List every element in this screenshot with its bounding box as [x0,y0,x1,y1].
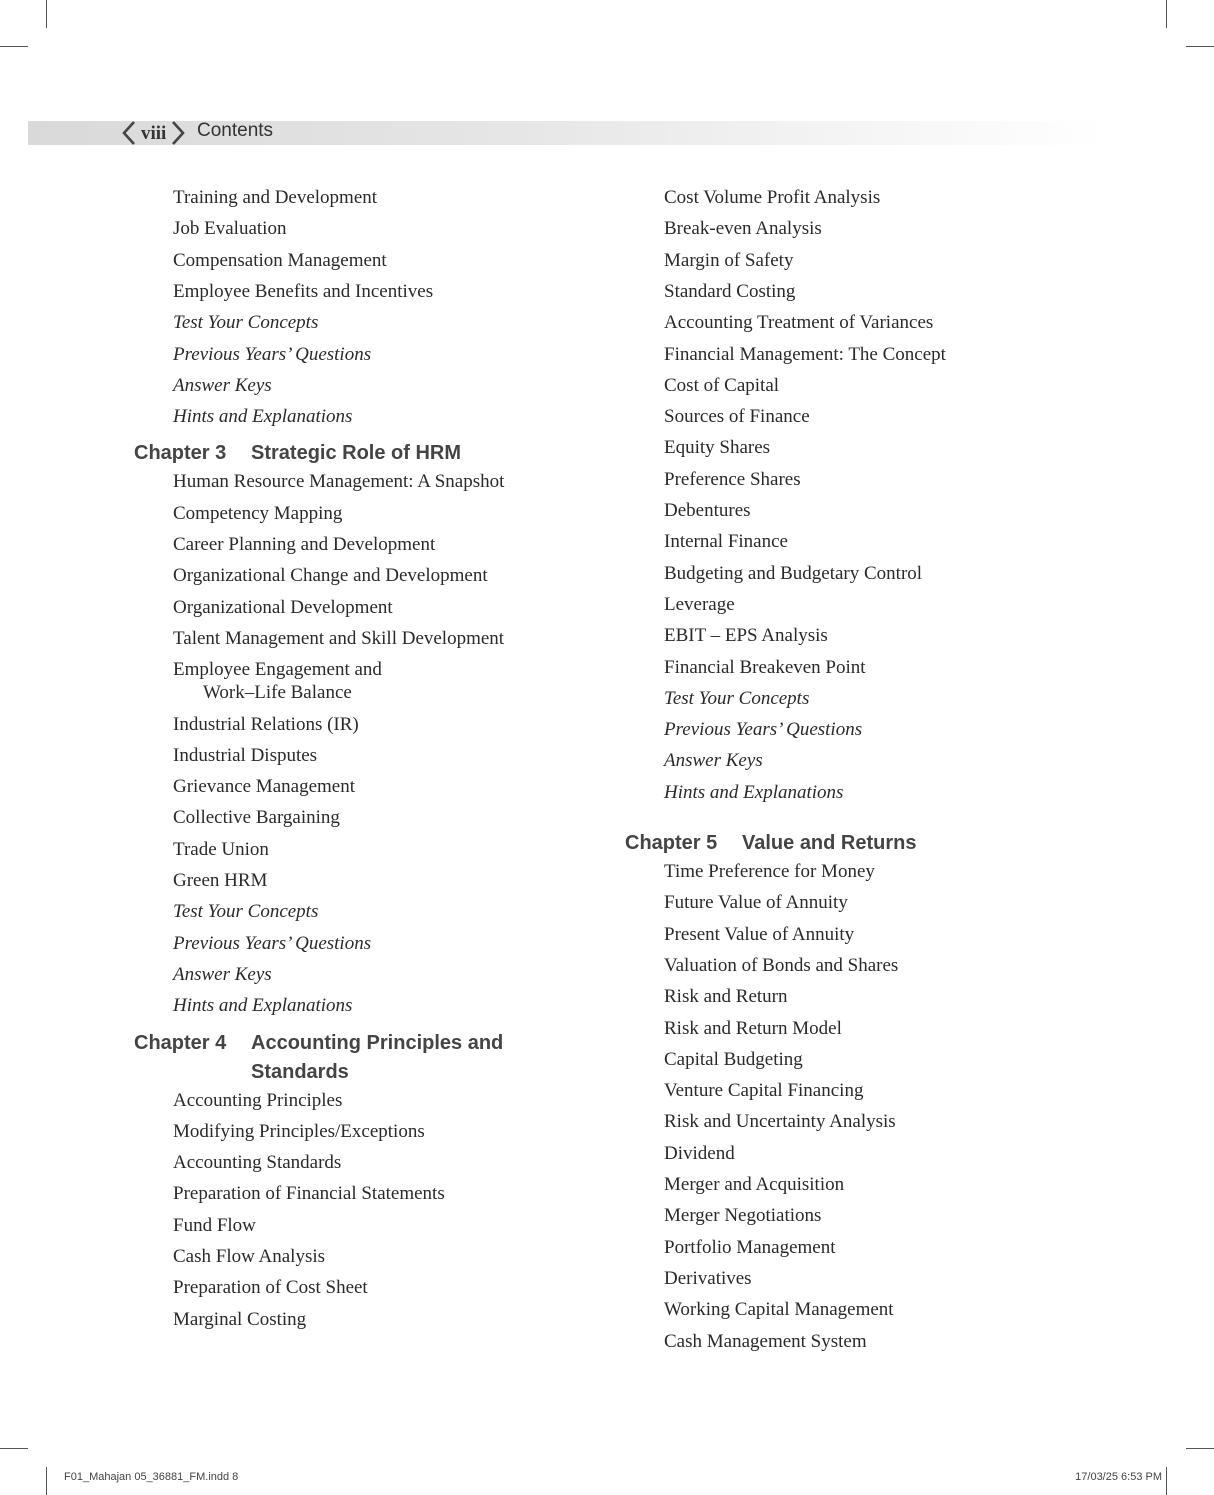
toc-entry-title: Valuation of Bonds and Shares [664,954,899,976]
toc-entry-title: Sources of Finance [664,406,810,428]
toc-section-entry-title: Previous Years’ Questions [664,719,863,741]
toc-entry-title: Collective Bargaining [173,807,340,829]
toc-entry-title: Job Evaluation [173,218,287,240]
toc-entry-title: Cash Management System [664,1330,867,1352]
toc-entry-title: Dividend [664,1142,735,1164]
toc-entry-title: Budgeting and Budgetary Control [664,562,923,584]
toc-entry-title: Cost of Capital [664,374,780,396]
toc-entry-title: Standard Costing [664,280,796,302]
chapter-title: Value and Returns [742,832,917,854]
toc-entry-title: Time Preference for Money [664,861,875,882]
toc-entry-title: Financial Breakeven Point [664,656,866,678]
toc-entry-title: Organizational Change and Development [173,565,488,587]
toc-entry-title: Debentures [664,500,751,521]
header-band [28,121,1108,145]
chapter-number: Chapter 4 [134,1031,227,1054]
toc-entry-title: Working Capital Management [664,1299,894,1321]
crop-mark [46,0,47,28]
toc-entry-title: Training and Development [173,187,378,208]
toc-entry-title: Competency Mapping [173,502,343,524]
toc-section-entry-title: Test Your Concepts [664,687,810,709]
toc-entry-title: Industrial Relations (IR) [173,713,359,735]
crop-mark [46,1467,47,1495]
crop-mark [1166,1467,1167,1495]
toc-entry-title: Capital Budgeting [664,1048,803,1070]
toc-entry-title: Accounting Standards [173,1152,342,1174]
crop-mark [0,1448,28,1449]
toc-entry-title: Career Planning and Development [173,534,436,555]
toc-entry-title: Modifying Principles/Exceptions [173,1120,425,1142]
toc-entry-title: Green HRM [173,870,268,891]
toc-entry-title: Cash Flow Analysis [173,1246,326,1267]
toc-entry-title: Industrial Disputes [173,744,318,766]
toc-section-entry-title: Hints and Explanations [173,406,353,428]
toc-entry-title: Risk and Return [664,986,788,1008]
header-title: Contents [197,120,274,141]
chapter-title-line2: Standards [251,1060,349,1083]
toc-entry-title: Risk and Return Model [664,1017,842,1039]
toc-section-entry-title: Test Your Concepts [173,312,319,334]
toc-entry-title: Cost Volume Profit Analysis [664,187,881,208]
toc-entry-title: Preference Shares [664,468,801,490]
chevron-right-icon [167,118,189,148]
toc-section-entry-title: Answer Keys [173,963,272,985]
toc-entry-title: Trade Union [173,838,269,860]
toc-section-entry-title: Answer Keys [664,750,763,772]
toc-section-entry-title: Previous Years’ Questions [173,932,372,954]
crop-mark [0,46,28,47]
chevron-left-icon [118,118,140,148]
toc-entry-title: Present Value of Annuity [664,923,855,945]
toc-entry-title: Compensation Management [173,249,387,271]
toc-entry-title: EBIT – EPS Analysis [664,625,828,647]
crop-mark [1186,46,1214,47]
toc-entry-title-line2: Work–Life Balance [203,682,352,704]
toc-entry-title: Break-even Analysis [664,218,822,240]
page-number: viii [141,123,167,144]
toc-entry-title: Equity Shares [664,437,771,459]
crop-mark [1186,1448,1214,1449]
toc-entry-title: Marginal Costing [173,1308,307,1330]
chapter-number: Chapter 5 [625,832,718,854]
toc-section-entry-title: Answer Keys [173,374,272,396]
toc-entry-title: Employee Engagement and [173,659,382,681]
toc-section-entry-title: Hints and Explanations [664,781,844,803]
toc-entry-title: Human Resource Management: A Snapshot [173,471,505,493]
toc-entry-title: Merger and Acquisition [664,1174,845,1195]
toc-entry-title: Accounting Principles [173,1089,343,1111]
toc-entry-title: Fund Flow [173,1214,256,1236]
toc-entry-title: Derivatives [664,1267,752,1289]
toc-entry-title: Venture Capital Financing [664,1080,864,1102]
toc-entry-title: Margin of Safety [664,249,794,271]
toc-entry-title: Talent Management and Skill Development [173,627,505,649]
chapter-number: Chapter 3 [134,442,227,465]
toc-entry-title: Preparation of Cost Sheet [173,1277,368,1299]
toc-section-entry-title: Test Your Concepts [173,901,319,923]
chapter-title: Accounting Principles and [251,1031,504,1054]
toc-entry-title: Merger Negotiations [664,1205,822,1227]
toc-entry-title: Organizational Development [173,596,393,618]
toc-entry-title: Financial Management: The Concept [664,343,946,365]
toc-entry-title: Preparation of Financial Statements [173,1183,445,1205]
toc-entry-title: Risk and Uncertainty Analysis [664,1111,896,1133]
toc-section-entry-title: Previous Years’ Questions [173,343,372,365]
toc-section-entry-title: Hints and Explanations [173,995,353,1017]
toc-entry-title: Future Value of Annuity [664,892,848,914]
header-page-marker [118,118,189,148]
toc-entry-title: Employee Benefits and Incentives [173,280,434,302]
crop-mark [1166,0,1167,28]
toc-entry-title: Grievance Management [173,776,355,798]
toc-entry-title: Portfolio Management [664,1236,836,1258]
toc-entry-title: Internal Finance [664,531,788,553]
footer-timestamp: 17/03/25 6:53 PM [1075,1471,1162,1483]
toc-entry-title: Accounting Treatment of Variances [664,312,934,334]
chapter-title: Strategic Role of HRM [251,442,462,465]
footer-file: F01_Mahajan 05_36881_FM.indd 8 [64,1471,239,1483]
toc-entry-title: Leverage [664,593,735,615]
